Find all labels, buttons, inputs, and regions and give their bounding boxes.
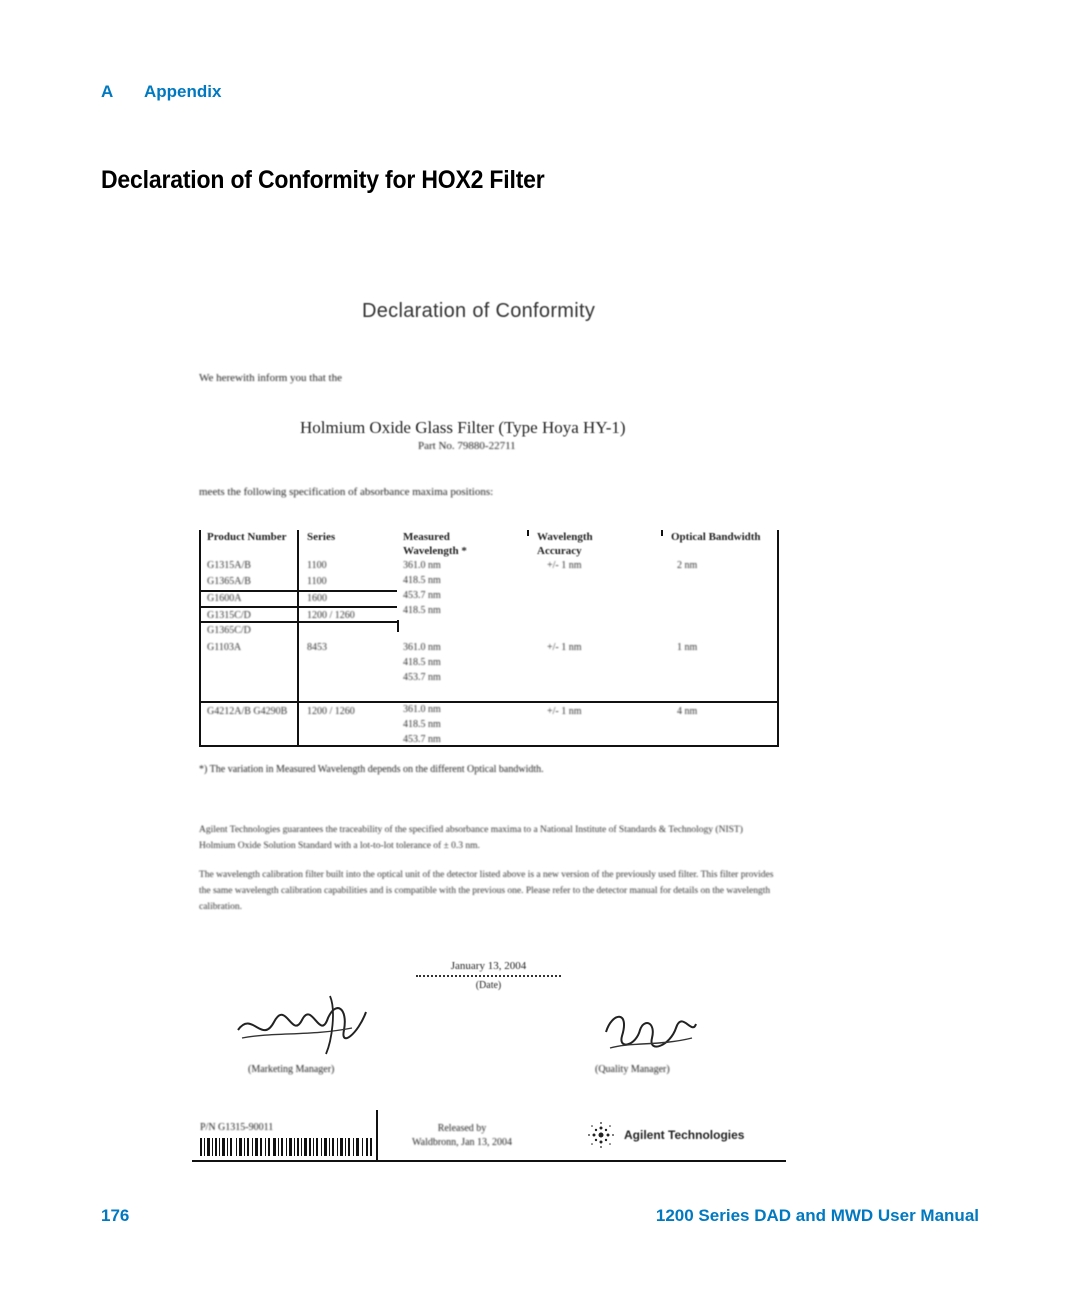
- table-cell-series: 1100: [307, 560, 327, 571]
- date-label: (Date): [475, 980, 502, 991]
- release-block: [412, 1122, 512, 1150]
- section-title: Declaration of Conformity for HOX2 Filter: [101, 166, 545, 194]
- marketing-manager-signature: [232, 990, 372, 1060]
- table-cell-wavelength: 453.7 nm: [403, 672, 441, 683]
- spec-statement: meets the following specification of absorbance maxima positions:: [199, 486, 494, 498]
- table-col-divider: [661, 530, 663, 536]
- release-place-date: Waldbronn, Jan 13, 2004: [412, 1137, 513, 1148]
- table-cell-wavelength: 418.5 nm: [403, 605, 441, 616]
- document-code: P/N G1315-90011: [200, 1122, 274, 1133]
- table-cell-bandwidth: 1 nm: [677, 642, 698, 653]
- table-cell-product: G1103A: [207, 642, 242, 653]
- header-optical-bandwidth: Optical Bandwidth: [671, 531, 761, 543]
- date-dotted-line: [416, 975, 561, 977]
- table-cell-wavelength: 453.7 nm: [403, 590, 441, 601]
- table-cell-wavelength: 453.7 nm: [403, 734, 441, 745]
- date-block: [416, 960, 561, 991]
- table-col-divider: [527, 530, 529, 536]
- page-number: 176: [101, 1206, 130, 1225]
- footer-divider: [376, 1110, 378, 1160]
- certificate-bottom-rule: [192, 1160, 786, 1162]
- table-cell-series: 1600: [307, 593, 327, 604]
- table-col-divider: [297, 530, 299, 747]
- part-number: Part No. 79880-22711: [418, 440, 516, 452]
- table-cell-wavelength: 418.5 nm: [403, 575, 441, 586]
- table-cell-product: G4212A/B G4290B: [207, 706, 288, 717]
- table-cell-wavelength: 361.0 nm: [403, 642, 441, 653]
- barcode: [200, 1138, 372, 1156]
- table-cell-product: G1600A: [207, 593, 242, 604]
- table-cell-series: 8453: [307, 642, 327, 653]
- manual-title: 1200 Series DAD and MWD User Manual: [655, 1206, 979, 1225]
- spec-table: [199, 530, 777, 747]
- table-cell-product: G1315C/D G1365C/D: [207, 610, 251, 636]
- table-col-divider: [777, 530, 779, 747]
- header-measured-wavelength: Measured Wavelength *: [403, 531, 467, 557]
- appendix-letter: A: [101, 82, 114, 101]
- issue-date: January 13, 2004: [450, 960, 527, 972]
- table-cell-bandwidth: 4 nm: [677, 706, 698, 717]
- table-cell-product: G1365A/B: [207, 576, 251, 587]
- table-row-divider: [201, 701, 779, 703]
- agilent-spark-logo: [586, 1120, 616, 1150]
- table-cell-series: 1200 / 1260: [307, 706, 355, 717]
- table-col-divider: [397, 620, 399, 632]
- table-cell-wavelength: 418.5 nm: [403, 719, 441, 730]
- marketing-manager-label: (Marketing Manager): [248, 1064, 335, 1075]
- table-cell-series: 1100: [307, 576, 327, 587]
- traceability-paragraph: Agilent Technologies guarantees the traceability of the specified absorbance maxima to a National Institute of Standards & Technology (NIST) Holmium Oxide Solution Standard with a lot-to-lot tolerance of ± 0.3 nm.: [199, 825, 743, 851]
- table-cell-accuracy: +/- 1 nm: [547, 642, 582, 653]
- table-cell-wavelength: 361.0 nm: [403, 560, 441, 571]
- released-by: Released by: [437, 1123, 487, 1134]
- header-wavelength-accuracy: Wavelength Accuracy: [537, 531, 593, 557]
- header-series: Series: [307, 531, 336, 543]
- quality-manager-label: (Quality Manager): [595, 1064, 670, 1075]
- certificate-scan: [190, 290, 790, 1170]
- calibration-paragraph: The wavelength calibration filter built into the optical unit of the detector listed above is a new version of the previously used filter. This filter provides the same wavelength calibration capabilities and is compatible with the previous one. Please refer to the detector manual for details on the wavelength calibration.: [199, 870, 774, 912]
- table-cell-product: G1315A/B: [207, 560, 251, 571]
- table-cell-wavelength: 418.5 nm: [403, 657, 441, 668]
- table-cell-wavelength: 361.0 nm: [403, 704, 441, 715]
- certificate-intro: We herewith inform you that the: [199, 372, 342, 384]
- table-cell-bandwidth: 2 nm: [677, 560, 698, 571]
- company-name: Agilent Technologies: [624, 1128, 745, 1142]
- table-footnote: *) The variation in Measured Wavelength depends on the different Optical bandwidth.: [199, 764, 544, 775]
- header-product-number: Product Number: [207, 531, 287, 543]
- quality-manager-signature: [600, 1002, 700, 1062]
- certificate-title: Declaration of Conformity: [362, 300, 596, 322]
- table-cell-accuracy: +/- 1 nm: [547, 560, 582, 571]
- table-cell-series: 1200 / 1260: [307, 610, 355, 621]
- appendix-label: Appendix: [144, 82, 222, 101]
- product-name: Holmium Oxide Glass Filter (Type Hoya HY-1): [300, 418, 626, 437]
- table-cell-accuracy: +/- 1 nm: [547, 706, 582, 717]
